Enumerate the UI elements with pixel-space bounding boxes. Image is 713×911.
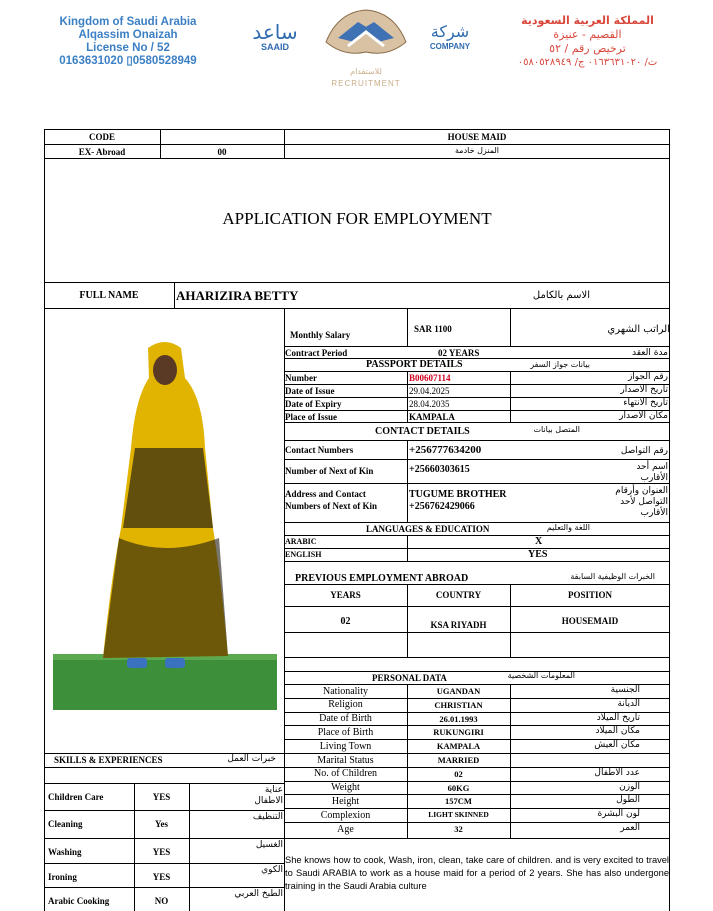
personal-label-ar: تاريخ الميلاد	[596, 712, 640, 723]
personal-value: 60KG	[447, 782, 470, 793]
issue-date-label: Date of Issue	[285, 386, 335, 396]
code-number: 00	[217, 147, 227, 157]
personal-label: Complexion	[320, 809, 371, 821]
row-divider	[284, 698, 670, 699]
contact-numbers-ar: رقم التواصل	[620, 446, 668, 456]
personal-label-ar: الطول	[616, 795, 640, 806]
personal-value: KAMPALA	[436, 741, 481, 752]
header-line-3: License No / 52	[86, 42, 170, 54]
position-ar: المنزل خادمة	[455, 146, 499, 155]
remarks-text: She knows how to cook, Wash, iron, clean, take care of children. and is very excited to travel to Saudi ARABIA to work as a house maid for a period of 2 years. She has also undergone training in the Saudi Arabia culture	[285, 855, 669, 891]
row-divider	[284, 739, 670, 740]
header-english	[18, 16, 238, 68]
personal-heading-ar: المعلومات الشخصية	[507, 671, 575, 680]
contract-value: 02 YEARS	[438, 348, 480, 358]
col-country: COUNTRY	[435, 590, 482, 600]
personal-label-ar: لون البشرة	[597, 809, 640, 820]
page-title: APPLICATION FOR EMPLOYMENT	[222, 209, 492, 228]
personal-label-ar: الوزن	[619, 781, 640, 792]
personal-label-ar: الجنسية	[610, 685, 640, 695]
languages-heading-ar: اللغة والتعليم	[546, 523, 590, 532]
kin-number-label: Number of Next of Kin	[285, 466, 374, 476]
languages-heading: LANGUAGES & EDUCATION	[366, 524, 490, 534]
personal-value: 157CM	[445, 796, 472, 807]
skill-label-ar: الغسيل	[255, 840, 283, 850]
passport-heading-ar: بيانات جواز السفر	[530, 360, 590, 369]
skill-label-ar: التنظيف	[252, 812, 283, 822]
skills-heading-ar: خبرات العمل	[227, 754, 276, 764]
expiry-date-value: 28.04.2035	[409, 399, 450, 409]
header-arabic	[470, 14, 705, 70]
skill-label-ar-2: الاطفال	[254, 796, 283, 806]
logo-sub-en: RECRUITMENT	[331, 79, 401, 88]
logo-right-en: COMPANY	[429, 42, 471, 51]
kin-address-value-1: TUGUME BROTHER	[409, 489, 507, 500]
row-divider	[284, 794, 670, 795]
salary-label: Monthly Salary	[290, 330, 351, 340]
skill-value: NO	[154, 896, 169, 906]
contract-label: Contract Period	[285, 348, 348, 358]
lang-english-value: YES	[528, 549, 548, 560]
skill-label-ar: الطبخ العربي	[234, 889, 283, 899]
personal-value: UGANDAN	[436, 686, 481, 696]
personal-value: 26.01.1993	[439, 713, 478, 724]
personal-value: 02	[454, 768, 463, 779]
kin-address-label-2: Numbers of Next of Kin	[285, 501, 377, 511]
personal-heading: PERSONAL DATA	[372, 673, 447, 683]
personal-value: 32	[454, 824, 463, 834]
skill-value: YES	[152, 872, 171, 882]
personal-label-ar: الديانة	[617, 698, 640, 709]
contact-numbers-label: Contact Numbers	[285, 445, 354, 455]
personal-label: Marital Status	[317, 754, 374, 766]
row-divider	[284, 767, 670, 768]
place-of-issue-label: Place of Issue	[285, 412, 337, 422]
personal-label-ar: مكان العيش	[594, 740, 640, 751]
place-of-issue-ar: مكان الاصدار	[619, 411, 668, 421]
kin-number-ar-2: الأقارب	[640, 473, 668, 483]
personal-label: Place of Birth	[317, 726, 374, 738]
personal-label: Living Town	[319, 740, 372, 752]
skill-label: Arabic Cooking	[48, 896, 110, 906]
skill-label: Cleaning	[48, 819, 83, 829]
skill-label-ar: عناية	[264, 785, 283, 795]
row-divider	[44, 810, 284, 811]
applicant-photo	[53, 318, 277, 710]
header-ar-line-1: المملكة العربية السعودية	[521, 14, 654, 27]
passport-number-label: Number	[285, 373, 317, 383]
row-divider	[44, 863, 284, 864]
skill-value: YES	[152, 792, 171, 802]
row-divider	[284, 808, 670, 809]
full-name-value: AHARIZIRA BETTY	[176, 288, 299, 303]
kin-address-ar-1: العنوان وأرقام	[615, 486, 668, 496]
logo-subtitle	[318, 66, 414, 90]
code-value: EX- Abroad	[78, 147, 126, 157]
kin-address-ar-3: الأقارب	[640, 508, 668, 518]
salary-value: SAR 1100	[414, 324, 452, 334]
personal-label: No. of Children	[313, 768, 378, 780]
place-of-issue-value: KAMPALA	[409, 412, 455, 422]
lang-arabic-value: X	[535, 536, 543, 547]
logo-right-ar: شركة	[430, 22, 470, 41]
logo-left-ar: ساعد	[252, 20, 298, 44]
personal-label-ar: مكان الميلاد	[595, 726, 640, 737]
skill-label-ar: الكوي	[261, 865, 283, 875]
personal-label-ar: العمر	[620, 823, 640, 833]
passport-number-ar: رقم الجواز	[627, 372, 668, 382]
prev-employment-heading: PREVIOUS EMPLOYMENT ABROAD	[295, 573, 469, 584]
kin-address-ar-2: التواصل لأحد	[620, 497, 668, 507]
row-divider	[44, 838, 284, 839]
personal-label: Religion	[328, 699, 363, 711]
header-ar-line-2: القصيم - عنيزة	[553, 28, 622, 41]
position-en: HOUSE MAID	[447, 132, 507, 142]
logo-left-en: SAAID	[260, 42, 289, 52]
issue-date-value: 29.04.2025	[409, 386, 450, 396]
full-name-label: FULL NAME	[79, 290, 139, 301]
expiry-date-label: Date of Expiry	[285, 399, 342, 409]
code-label: CODE	[88, 132, 115, 142]
header-line-2: Alqassim Onaizah	[78, 29, 178, 41]
personal-label: Age	[337, 823, 354, 835]
salary-ar: الراتب الشهري	[607, 324, 670, 335]
lang-arabic-label: ARABIC	[285, 537, 317, 546]
personal-value: CHRISTIAN	[434, 699, 483, 710]
header-line-1: Kingdom of Saudi Arabia	[59, 16, 197, 28]
col-position: POSITION	[567, 590, 612, 600]
kin-address-label-1: Address and Contact	[285, 489, 366, 499]
skill-label: Ironing	[48, 872, 77, 882]
personal-label: Nationality	[323, 685, 368, 697]
skill-label: Children Care	[48, 792, 104, 802]
passport-number-value: B00607114	[409, 373, 451, 383]
kin-address-value-2: +256762429066	[409, 501, 475, 512]
full-name-ar: الاسم بالكامل	[532, 290, 590, 301]
contract-ar: مدة العقد	[632, 348, 668, 358]
prev-employment-heading-ar: الخبرات الوظيفية السابقة	[570, 572, 655, 581]
header-line-4: 0163631020 ▯0580528949	[59, 55, 197, 67]
personal-value: RUKUNGIRI	[433, 727, 484, 738]
personal-value: LIGHT SKINNED	[428, 810, 489, 820]
expiry-date-ar: تاريخ الانتهاء	[623, 398, 668, 408]
logo-left-text	[250, 22, 300, 52]
skill-label: Washing	[48, 847, 82, 857]
issue-date-ar: تاريخ الاصدار	[620, 385, 668, 395]
lang-english-label: ENGLISH	[285, 550, 322, 559]
skill-value: YES	[152, 847, 171, 857]
col-years: YEARS	[330, 590, 361, 600]
row-divider	[284, 725, 670, 726]
row-divider	[44, 887, 284, 888]
handshake-logo-icon	[318, 2, 414, 64]
prev-country: KSA RIYADH	[430, 620, 487, 630]
row-divider	[284, 781, 670, 782]
row-divider	[284, 753, 670, 754]
skills-heading: SKILLS & EXPERIENCES	[54, 755, 163, 765]
personal-label: Date of Birth	[319, 713, 372, 725]
personal-value: MARRIED	[437, 755, 480, 765]
logo-right-text	[425, 22, 475, 51]
header-ar-line-3: ترخيص رقم / ٥٢	[549, 42, 626, 55]
row-divider	[284, 822, 670, 823]
contact-heading: CONTACT DETAILS	[375, 426, 470, 437]
skill-value: Yes	[155, 819, 168, 829]
row-divider	[284, 712, 670, 713]
personal-label: Height	[331, 795, 360, 807]
logo-sub-ar: للاستقدام	[350, 67, 382, 76]
kin-number-value: +25660303615	[409, 464, 470, 475]
contact-heading-ar: المتصل بيانات	[533, 425, 580, 434]
prev-position: HOUSEMAID	[561, 616, 619, 626]
passport-heading: PASSPORT DETAILS	[366, 359, 463, 370]
prev-years: 02	[340, 616, 351, 627]
kin-number-ar-1: اسم أحد	[636, 462, 668, 472]
header-ar-line-4: ت/ ٠١٦٣٦٣١٠٢٠ ج/ ٠٥٨٠٥٢٨٩٤٩	[517, 57, 658, 68]
personal-label: Weight	[331, 782, 360, 794]
contact-numbers-value: +256777634200	[409, 444, 482, 456]
personal-label-ar: عدد الاطفال	[594, 767, 640, 778]
